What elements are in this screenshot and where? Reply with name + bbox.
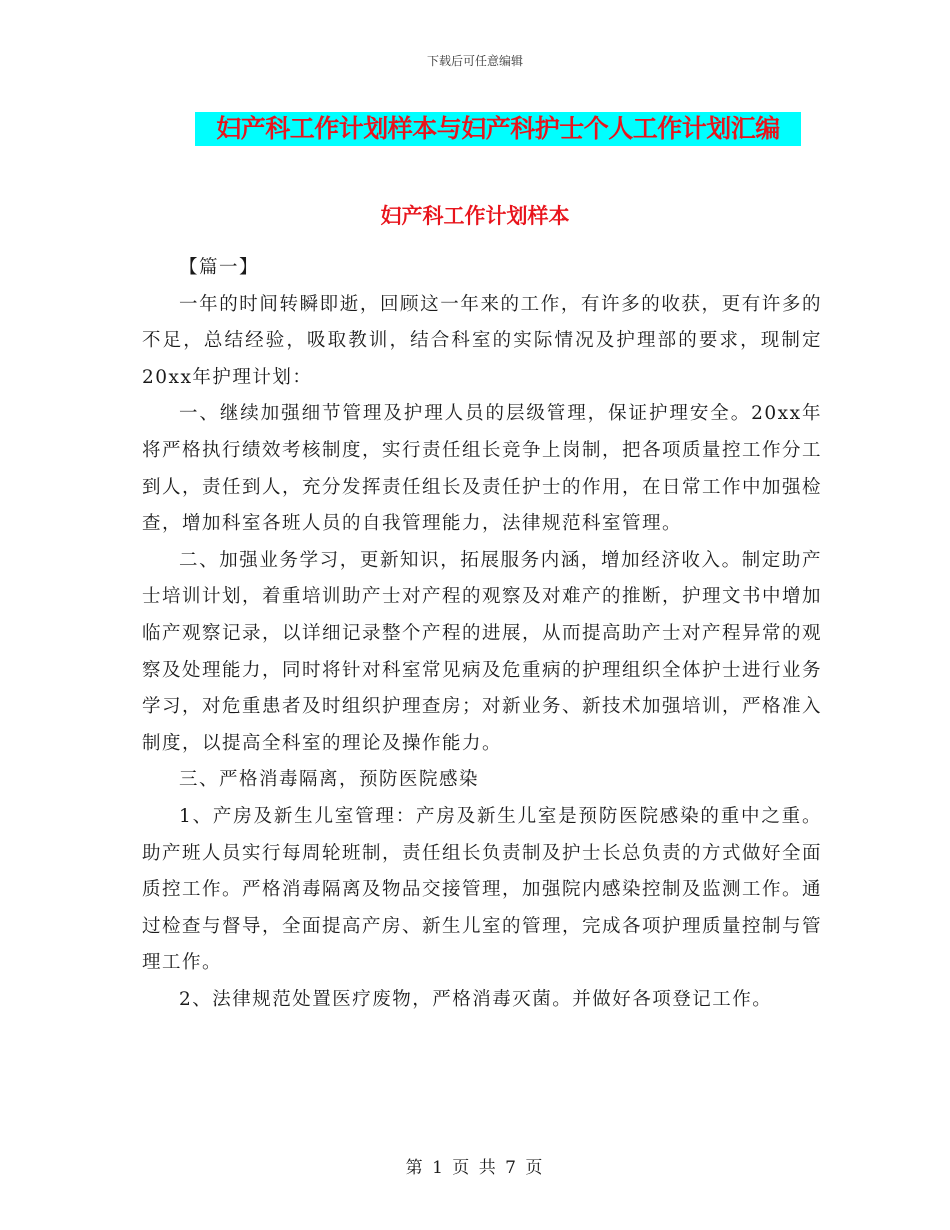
paragraph-item-3: 三、严格消毒隔离，预防医院感染 xyxy=(179,769,480,791)
paragraph-chapter-label: 【篇一】 xyxy=(179,257,260,278)
section-title: 妇产科工作计划样本 xyxy=(380,204,570,228)
document-title: 妇产科工作计划样本与妇产科护士个人工作计划汇编 xyxy=(195,112,801,146)
header-note: 下载后可任意编辑 xyxy=(426,54,523,68)
paragraph-intro: 一年的时间转瞬即逝，回顾这一年来的工作，有许多的收获，更有许多的不足，总结经验，吸取教训，结合科室的实际情况及护理部的要求，现制定20xx年护理计划： xyxy=(142,293,822,388)
document-body xyxy=(142,250,822,1018)
paragraph-item-1: 一、继续加强细节管理及护理人员的层级管理，保证护理安全。20xx年将严格执行绩效考核制度，实行责任组长竞争上岗制，把各项质量控工作分工到人，责任到人，充分发挥责任组长及责任护士的作用，在日常工作中加强检查，增加科室各班人员的自我管理能力，法律规范科室管理。 xyxy=(142,403,823,535)
paragraph-item-2: 二、加强业务学习，更新知识，拓展服务内涵，增加经济收入。制定助产士培训计划，着重培训助产士对产程的观察及对难产的推断，护理文书中增加临产观察记录，以详细记录整个产程的进展，从而提高助产士对产程异常的观察及处理能力，同时将针对科室常见病及危重病的护理组织全体护士进行业务学习，对危重患者及时组织护理查房；对新业务、新技术加强培训，严格准入制度，以提高全科室的理论及操作能力。 xyxy=(142,549,823,754)
paragraph-item-3-1: 1、产房及新生儿室管理：产房及新生儿室是预防医院感染的重中之重。助产班人员实行每周轮班制，责任组长负责制及护士长总负责的方式做好全面质控工作。严格消毒隔离及物品交接管理，加强院内感染控制及监测工作。通过检查与督导，全面提高产房、新生儿室的管理，完成各项护理质量控制与管理工作。 xyxy=(142,805,823,974)
paragraph-item-3-2: 2、法律规范处置医疗废物，严格消毒灭菌。并做好各项登记工作。 xyxy=(179,988,773,1010)
page-number: 第 1 页 共 7 页 xyxy=(405,1158,545,1178)
